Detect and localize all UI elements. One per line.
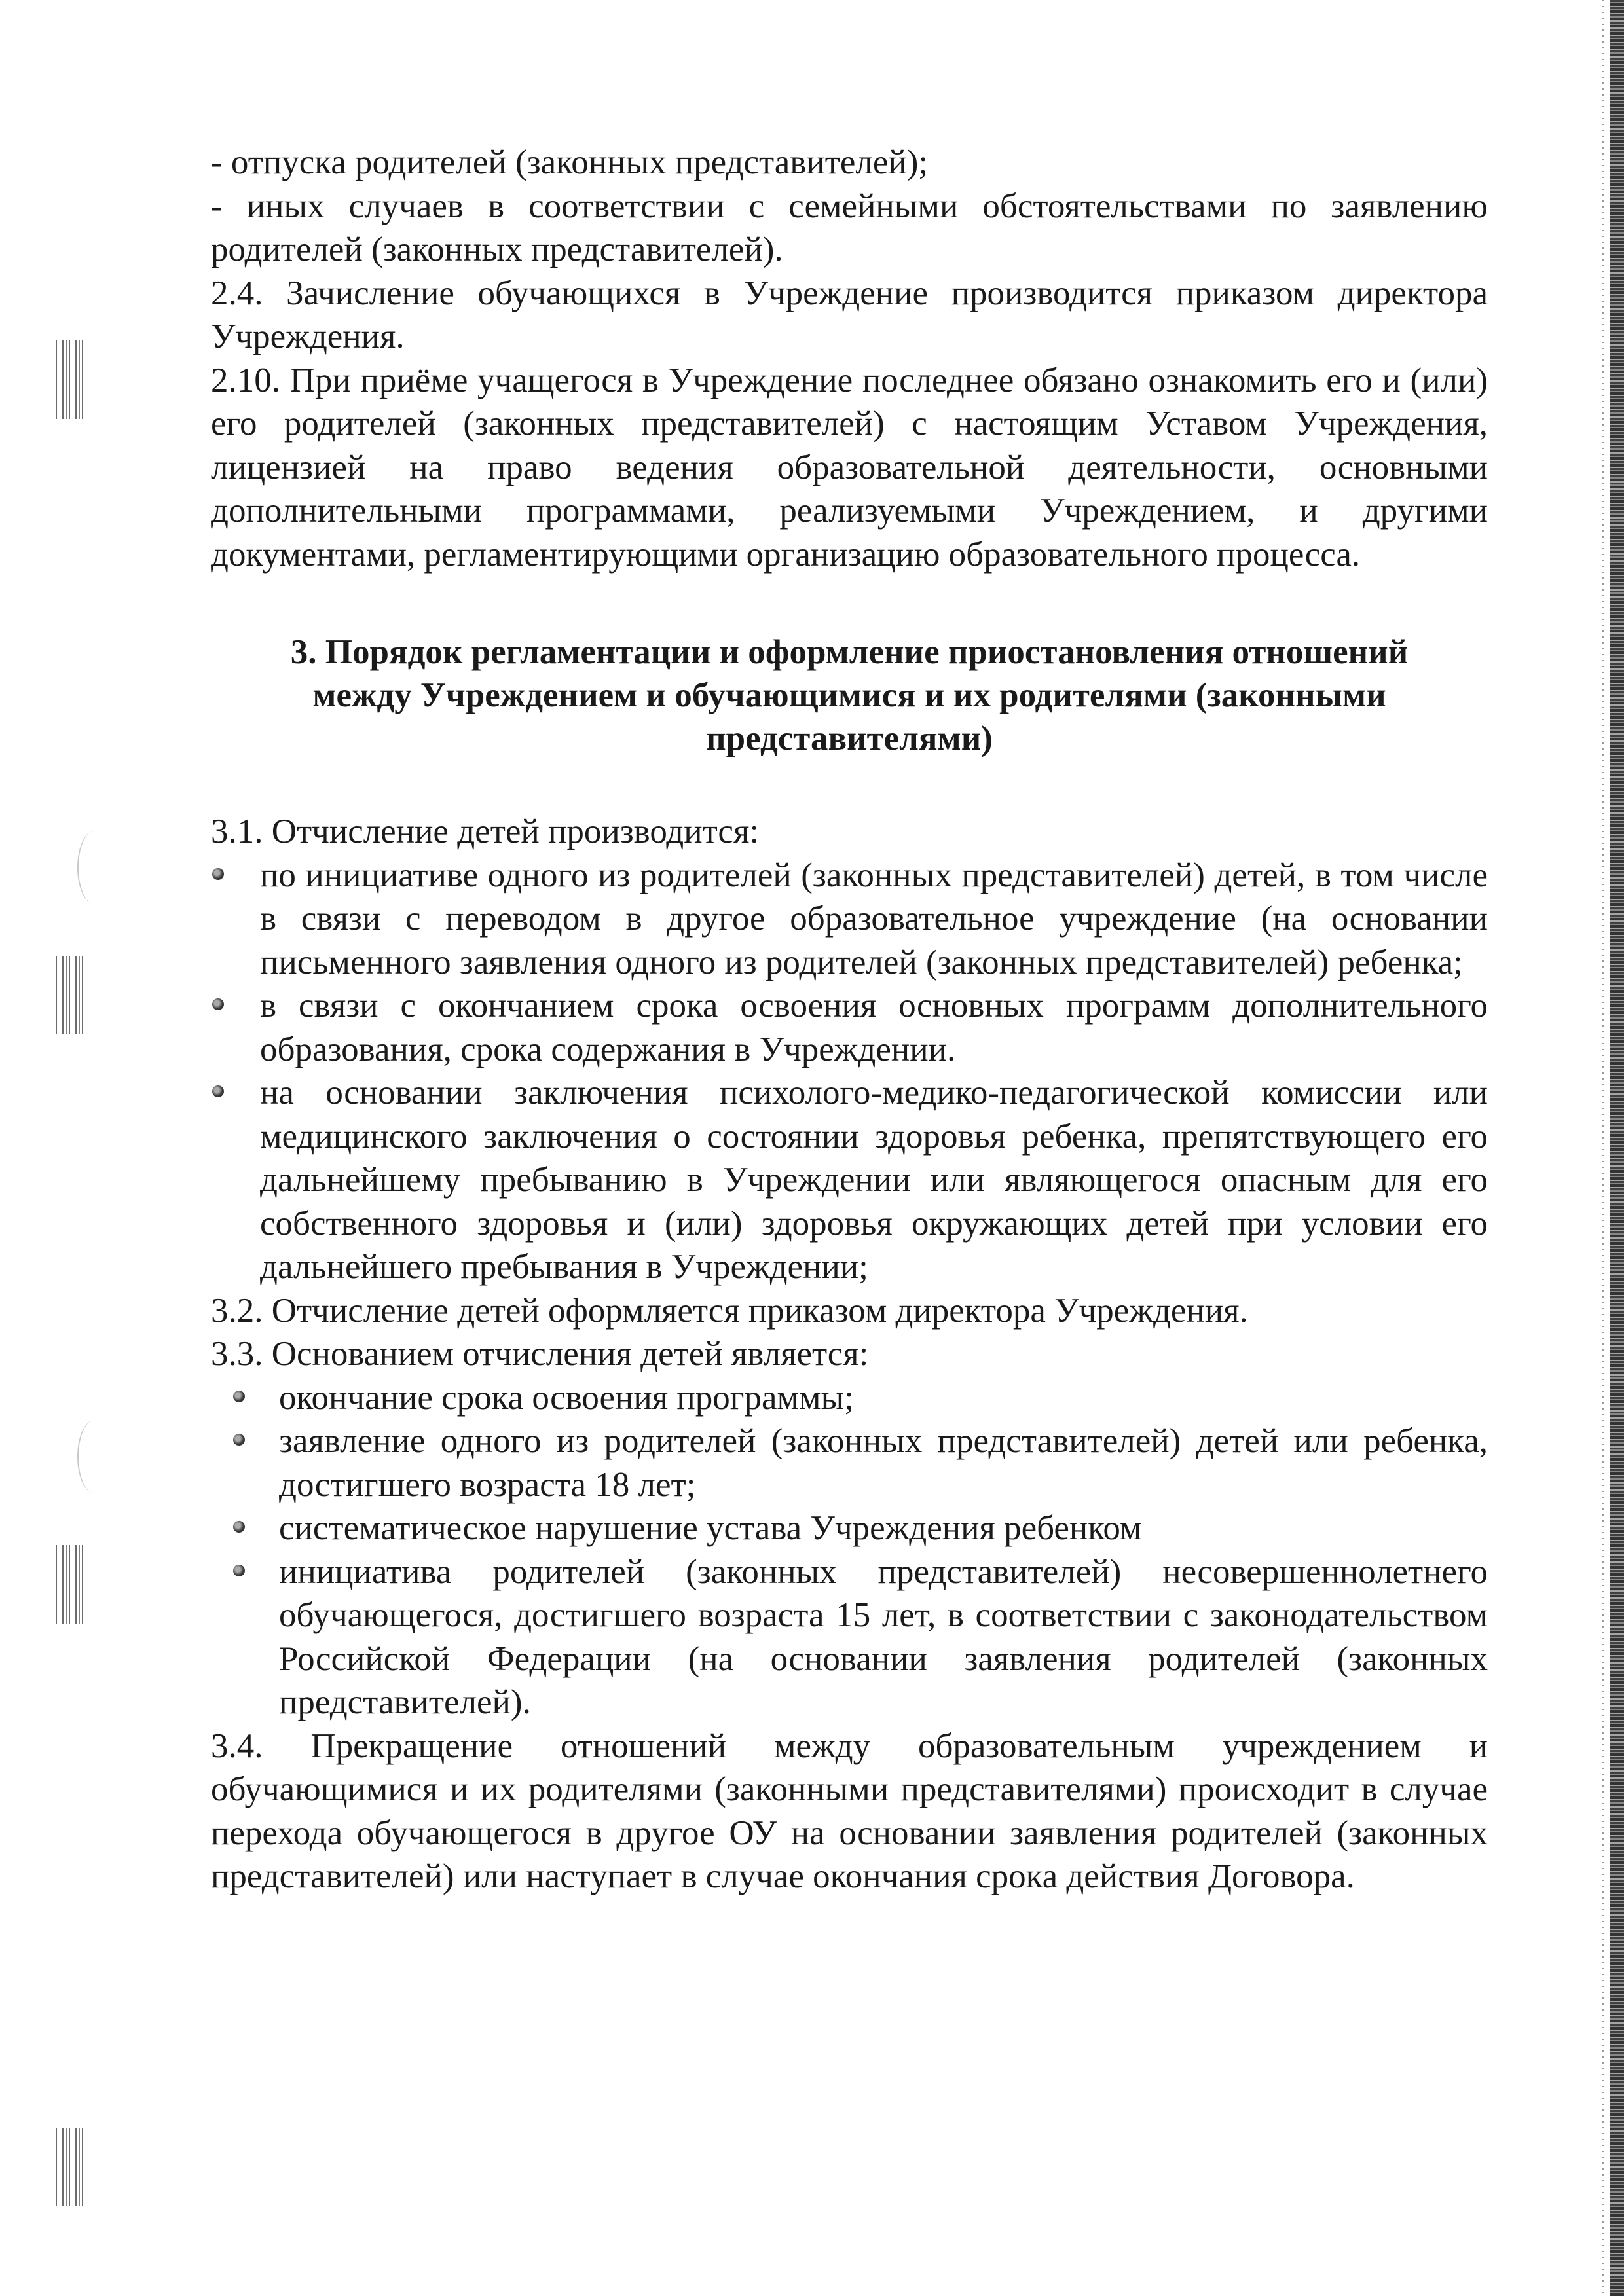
bullet-icon [212, 998, 224, 1010]
section-title-line: между Учреждением и обучающимися и их родителями (законными [312, 676, 1386, 714]
list-item-text: по инициативе одного из родителей (законных представителей) детей, в том числе в связи с переводом в другое образовательное учреждение (на основании письменного заявления одного из родителей (законных представителей) ребенка; [260, 856, 1488, 981]
clause-3-2: 3.2. Отчисление детей оформляется приказом директора Учреждения. [211, 1291, 1248, 1330]
section-title [211, 630, 1488, 760]
section-title-line: представителями) [706, 720, 993, 757]
punch-hole-shadow [77, 831, 110, 903]
bullet-icon [212, 868, 224, 880]
list-item [211, 1376, 1488, 1420]
clause-3-4: 3.4. Прекращение отношений между образовательным учреждением и обучающимися и их родителями (законными представителями) происходит в случае перехода обучающегося в другое ОУ на основании заявления родителей (законных представителей) или наступает в случае окончания срока действия Договора. [211, 1726, 1488, 1895]
list-item-text: в связи с окончанием срока освоения основных программ дополнительного образования, срока содержания в Учреждении. [260, 987, 1488, 1068]
clause-3-3-list [211, 1376, 1488, 1724]
scan-mark [56, 956, 83, 1034]
bullet-icon [233, 1434, 245, 1446]
scan-mark [56, 1545, 83, 1624]
list-item [211, 1419, 1488, 1506]
document-page [211, 141, 1488, 1899]
list-item-text: систематическое нарушение устава Учреждения ребенком [279, 1509, 1142, 1547]
clause-3-3: 3.3. Основанием отчисления детей является: [211, 1335, 869, 1373]
punch-hole-shadow [77, 1421, 110, 1493]
list-item [211, 1506, 1488, 1550]
list-item-text: на основании заключения психолого-медико-педагогической комиссии или медицинского заключения о состоянии здоровья ребенка, препятствующего его дальнейшему пребыванию в Учреждении или являющегося опасным для его собственного здоровья и (или) здоровья окружающих детей при условии его дальнейшего пребывания в Учреждении; [260, 1074, 1488, 1286]
bullet-icon [233, 1521, 245, 1533]
list-item [211, 984, 1488, 1071]
bullet-icon [233, 1565, 245, 1576]
paragraph: 2.10. При приёме учащегося в Учреждение последнее обязано ознакомить его и (или) его родителей (законных представителей) с настоящим Уставом Учреждения, лицензией на право ведения образовательной деятельности, основными дополнительными программами, реализуемыми Учреждением, и другими документами, регламентирующими организацию образовательного процесса. [211, 361, 1488, 574]
bullet-icon [212, 1085, 224, 1097]
list-item [211, 1071, 1488, 1289]
clause-3-1: 3.1. Отчисление детей производится: [211, 812, 760, 850]
scan-mark [56, 340, 83, 419]
bullet-icon [233, 1391, 245, 1402]
clause-3-1-list [211, 854, 1488, 1289]
list-item-text: инициатива родителей (законных представителей) несовершеннолетнего обучающегося, достигшего возраста 15 лет, в соответствии с законодательством Российской Федерации (на основании заявления родителей (законных представителей). [279, 1552, 1488, 1721]
list-item [211, 854, 1488, 985]
list-item-text: окончание срока освоения программы; [279, 1378, 854, 1417]
list-item [211, 1550, 1488, 1724]
paragraph: 2.4. Зачисление обучающихся в Учреждение производится приказом директора Учреждения. [211, 274, 1488, 355]
paragraph: - отпуска родителей (законных представителей); [211, 143, 929, 181]
list-item-text: заявление одного из родителей (законных представителей) детей или ребенка, достигшего возраста 18 лет; [279, 1422, 1488, 1504]
scan-edge-artifact [1610, 0, 1624, 2296]
scan-edge-artifact-inner [1602, 0, 1604, 2296]
scan-mark [56, 2128, 83, 2206]
paragraph: - иных случаев в соответствии с семейными обстоятельствами по заявлению родителей (законных представителей). [211, 187, 1488, 268]
section-title-line: 3. Порядок регламентации и оформление приостановления отношений [290, 633, 1409, 671]
